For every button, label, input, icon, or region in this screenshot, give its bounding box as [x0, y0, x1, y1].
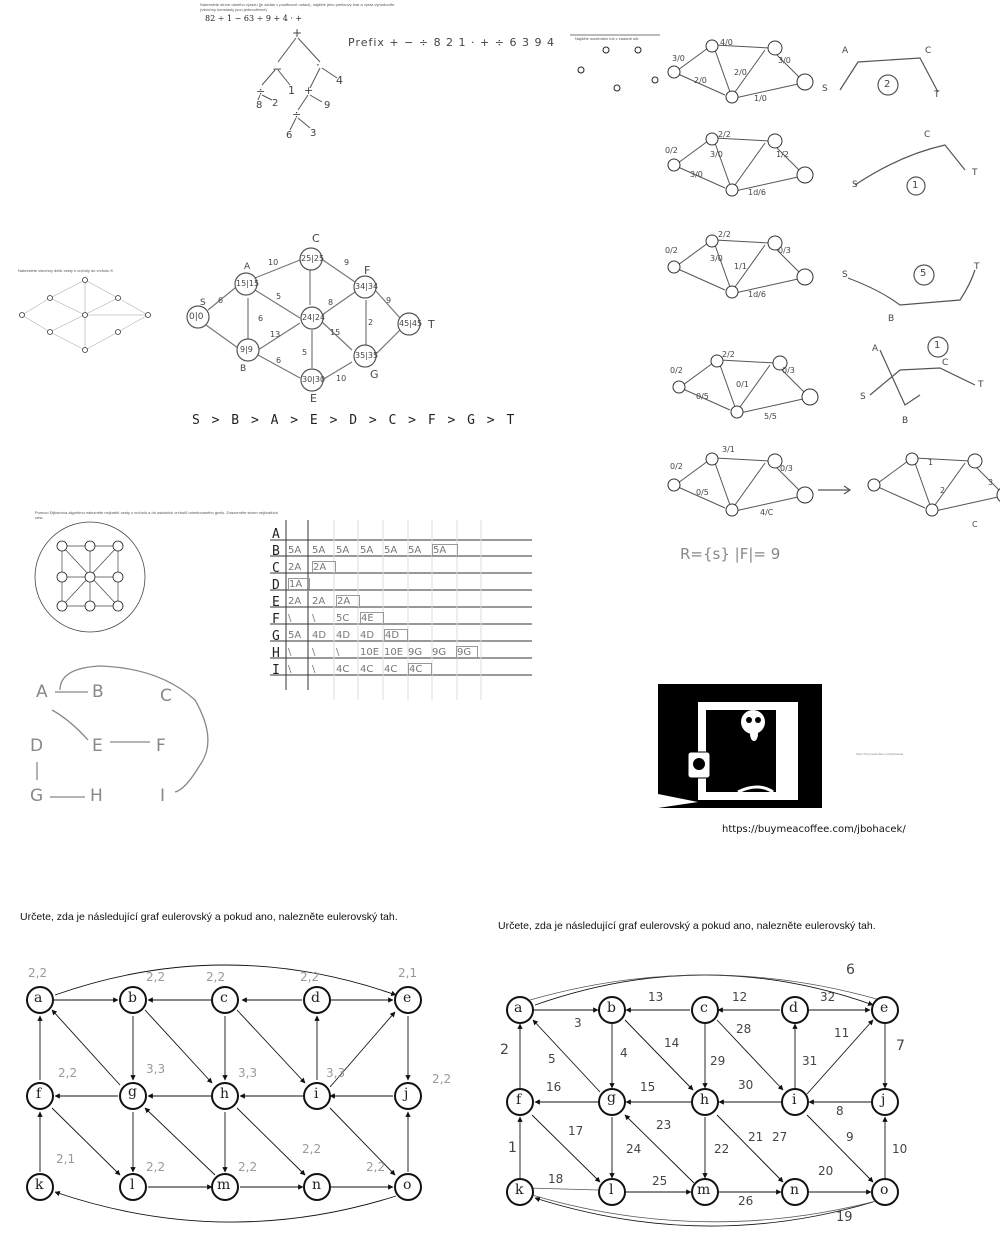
edge-order: 25 [652, 1174, 668, 1188]
edge-order: 15 [640, 1080, 656, 1094]
flow-label: 2/2 [718, 130, 731, 139]
path-label: S [860, 392, 866, 402]
path-label: C [925, 46, 932, 56]
node-j: j [404, 1086, 409, 1102]
bottleneck-value: 5 [920, 268, 927, 279]
tree-node-root: + [292, 26, 303, 40]
cell-final: 5A [432, 544, 458, 557]
flow-label: 1d/6 [748, 290, 766, 299]
cell: \ [288, 664, 292, 675]
node-j: j [881, 1092, 886, 1108]
cell: \ [312, 664, 316, 675]
degree-label: 2,2 [432, 1072, 452, 1086]
node-value-s: 0|0 [189, 312, 204, 322]
degree-label: 2,2 [146, 1160, 166, 1174]
tree-vertex: F [156, 736, 166, 756]
cell-final: 4D [384, 629, 408, 642]
edge-order: 12 [732, 990, 748, 1004]
edge-weight: 5 [276, 292, 282, 301]
final-flow-label: 3 [988, 478, 994, 487]
degree-label: 2,1 [56, 1152, 76, 1166]
flow-label: 3/0 [690, 170, 703, 179]
flow-label: 0/2 [665, 246, 678, 255]
path-label: S [842, 270, 848, 280]
cell-final: 1A [288, 578, 310, 591]
expression-task-caption: Nakreslete strom daného výrazu (je zadán v postfixové notaci), najděte jeho prefixový tvar a výraz vyhodnoťte (všechny konstanty jsou jednociferné) [200, 2, 395, 12]
cell: 5A [408, 545, 422, 556]
bottleneck-value: 1 [912, 180, 919, 191]
path-label: C [924, 130, 931, 140]
edge-order: 9 [846, 1130, 854, 1144]
row-vertex: A [272, 527, 280, 542]
tree-vertex: C [160, 686, 172, 706]
edge-order: 30 [738, 1078, 754, 1092]
tree-node: ÷ [292, 108, 302, 121]
bottleneck-value: 2 [884, 79, 891, 90]
cell: 2A [288, 562, 302, 573]
prefix-answer: Prefix + − ÷ 8 2 1 · + ÷ 6 3 9 4 [348, 36, 555, 49]
flow-label: 3/0 [710, 254, 723, 263]
cell: 4C [384, 664, 398, 675]
flow-label: 3/0 [778, 56, 791, 65]
final-flow-label: C [972, 520, 978, 529]
edge-weight: 10 [268, 258, 279, 267]
node-h: h [220, 1086, 230, 1102]
node-a: a [514, 1000, 523, 1016]
edge-order: 21 [748, 1130, 764, 1144]
cell: 5A [288, 630, 302, 641]
row-vertex: G [272, 629, 280, 644]
node-e: e [403, 990, 412, 1006]
row-vertex: D [272, 578, 280, 593]
longest-path-caption: Nakreslete všechny delší cesty s vrcholy do vrcholu K [18, 268, 114, 273]
edge-weight: 8 [328, 298, 334, 307]
edge-order: 19 [836, 1210, 853, 1225]
row-vertex: B [272, 544, 280, 559]
row-vertex: I [272, 663, 280, 678]
edge-order: 3 [574, 1016, 582, 1030]
node-name-f: F [364, 264, 371, 277]
tree-node: 8 [256, 100, 263, 111]
degree-label: 2,2 [300, 970, 320, 984]
edge-order: 8 [836, 1104, 844, 1118]
edge-order: 16 [546, 1080, 562, 1094]
edge-order: 7 [896, 1038, 905, 1054]
node-f: f [36, 1086, 42, 1102]
degree-label: 2,2 [206, 970, 226, 984]
flow-label: 3/0 [672, 54, 685, 63]
flow-label: 0/5 [696, 488, 709, 497]
cell-final: 4C [408, 663, 432, 676]
cell: 5A [312, 545, 326, 556]
euler-right-title: Určete, zda je následující graf eulerovský a pokud ano, nalezněte eulerovský tah. [498, 920, 876, 932]
node-c: c [220, 990, 228, 1006]
cell: 5A [288, 545, 302, 556]
edge-order: 13 [648, 990, 664, 1004]
cell-final: 2A [312, 561, 336, 574]
node-e: e [880, 1000, 889, 1016]
path-label: B [888, 314, 895, 324]
cell: \ [312, 613, 316, 624]
node-name-g: G [370, 368, 379, 381]
edge-order: 24 [626, 1142, 642, 1156]
coffee-small-link[interactable]: https://buymeacoffee.com/jbohacek [856, 752, 904, 756]
max-flow-result: R={s} |F|= 9 [680, 545, 781, 563]
node-l: l [130, 1177, 135, 1193]
cell: \ [288, 613, 292, 624]
cell: 10E [360, 647, 380, 658]
flow-label: 1/2 [776, 150, 789, 159]
edge-order: 10 [892, 1142, 908, 1156]
path-label: T [934, 90, 940, 100]
node-value-f: 34|34 [355, 282, 379, 291]
flow-label: 4/C [760, 508, 774, 517]
path-label: A [842, 46, 849, 56]
flow-label: 0/3 [780, 464, 793, 473]
cell: 9G [408, 647, 423, 658]
edge-order: 23 [656, 1118, 672, 1132]
node-value-a: 15|15 [236, 279, 260, 288]
node-n: n [790, 1182, 800, 1198]
tree-node: 3 [310, 128, 317, 139]
flow-label: 1/0 [754, 94, 767, 103]
edge-order: 26 [738, 1194, 754, 1208]
flow-label: 0/2 [670, 366, 683, 375]
degree-label: 3,3 [238, 1066, 258, 1080]
edge-order: 22 [714, 1142, 730, 1156]
tree-vertex: H [90, 786, 103, 806]
node-value-g: 35|35 [355, 351, 379, 360]
tree-node: ÷ [256, 85, 266, 98]
node-value-e: 30|30 [302, 375, 326, 384]
tree-node: 2 [272, 98, 279, 109]
edge-weight: 15 [330, 328, 341, 337]
bottleneck-value: 1 [934, 340, 941, 351]
flow-label: 0/2 [670, 462, 683, 471]
tree-vertex: G [30, 786, 44, 806]
cell: 4D [312, 630, 327, 641]
flow-label: 5/5 [764, 412, 777, 421]
euler-left-title: Určete, zda je následující graf eulerovský a pokud ano, nalezněte eulerovský tah. [20, 911, 398, 923]
flow-label: 0/2 [665, 146, 678, 155]
flow-label: 3/1 [722, 445, 735, 454]
flow-label: 1d/6 [748, 188, 766, 197]
final-flow-label: 1 [928, 458, 934, 467]
edge-order: 31 [802, 1054, 818, 1068]
degree-label: 2,2 [58, 1066, 78, 1080]
path-label: B [902, 416, 909, 426]
row-vertex: H [272, 646, 280, 661]
edge-order: 5 [548, 1052, 556, 1066]
node-f: f [516, 1092, 522, 1108]
edge-order: 29 [710, 1054, 726, 1068]
row-vertex: C [272, 561, 280, 576]
path-label: T [974, 262, 980, 272]
flow-label: 2/0 [734, 68, 747, 77]
edge-weight: 6 [276, 356, 282, 365]
edge-weight: 2 [368, 318, 374, 327]
cell: 5A [360, 545, 374, 556]
node-g: g [607, 1090, 616, 1106]
cell: 9G [432, 647, 447, 658]
edge-order: 2 [500, 1042, 509, 1058]
topological-order: S > B > A > E > D > C > F > G > T [192, 413, 517, 428]
tree-node: + [304, 84, 314, 97]
edge-order: 20 [818, 1164, 834, 1178]
flow-task-caption: Najděte maximální tok v zadané síti. [575, 36, 640, 41]
edge-order: 4 [620, 1046, 628, 1060]
node-h: h [700, 1092, 710, 1108]
cell: 5A [336, 545, 350, 556]
node-m: m [217, 1177, 231, 1193]
cell: 4D [360, 630, 375, 641]
node-i: i [314, 1086, 319, 1102]
tree-node: − [272, 62, 283, 76]
flow-label: 2/2 [722, 350, 735, 359]
node-name-b: B [240, 364, 247, 374]
node-k: k [515, 1182, 524, 1198]
tree-node: 1 [288, 84, 295, 97]
edge-weight: 6 [258, 314, 264, 323]
degree-label: 2,1 [398, 966, 418, 980]
flow-label: 0/5 [696, 392, 709, 401]
dijkstra-caption: Pomocí Dijkstrova algoritmu nalezněte nejkratší cesty z vrcholu a do ostatních vrcholů orientovaného grafu. Znázorněte strom nejkratších cest. [35, 510, 279, 520]
node-value-c: 25|25 [301, 254, 325, 263]
cell: 2A [288, 596, 302, 607]
node-name-a: A [244, 262, 251, 272]
edge-weight: 13 [270, 330, 281, 339]
node-d: d [311, 990, 320, 1006]
node-name-e: E [310, 392, 317, 405]
cell: 4C [360, 664, 374, 675]
flow-label: 1/1 [734, 262, 747, 271]
cell: 4D [336, 630, 351, 641]
cell: \ [312, 647, 316, 658]
edge-weight: 10 [336, 374, 347, 383]
path-label: S [852, 180, 858, 190]
cell-final: 2A [336, 595, 360, 608]
node-i: i [792, 1092, 797, 1108]
tree-node: 9 [324, 100, 331, 111]
degree-label: 2,2 [28, 966, 48, 980]
row-vertex: F [272, 612, 280, 627]
expression-text: 82 ÷ 1 − 63 ÷ 9 + 4 · + [205, 14, 303, 23]
degree-label: 2,2 [302, 1142, 322, 1156]
row-vertex: E [272, 595, 280, 610]
node-g: g [128, 1084, 137, 1100]
node-name-t: T [428, 318, 435, 331]
cell-final: 9G [456, 646, 478, 659]
cell: 4C [336, 664, 350, 675]
edge-weight: 5 [302, 348, 308, 357]
flow-label: 2/2 [718, 230, 731, 239]
cell: \ [288, 647, 292, 658]
node-m: m [697, 1182, 711, 1198]
edge-order: 18 [548, 1172, 564, 1186]
node-o: o [403, 1177, 412, 1193]
flow-label: 0/3 [782, 366, 795, 375]
cell-final: 4E [360, 612, 384, 625]
cell: 10E [384, 647, 404, 658]
flow-label: 0/3 [778, 246, 791, 255]
node-c: c [700, 1000, 708, 1016]
edge-weight: 9 [386, 296, 392, 305]
node-name-c: C [312, 232, 320, 245]
path-label: A [872, 344, 879, 354]
tree-vertex: B [92, 682, 104, 702]
final-flow-label: 2 [940, 486, 946, 495]
node-name-s: S [200, 298, 206, 308]
node-l: l [609, 1182, 614, 1198]
node-b: b [607, 1000, 616, 1016]
edge-order: 17 [568, 1124, 584, 1138]
tree-vertex: E [92, 736, 103, 756]
tree-vertex: A [36, 682, 48, 702]
degree-label: 2,2 [146, 970, 166, 984]
tree-node: · [316, 58, 320, 72]
node-a: a [34, 990, 43, 1006]
edge-order: 6 [846, 962, 855, 978]
degree-label: 3,3 [146, 1062, 166, 1076]
edge-weight: 6 [218, 296, 224, 305]
flow-label: 2/0 [694, 76, 707, 85]
edge-order: 32 [820, 990, 836, 1004]
cell: \ [336, 647, 340, 658]
edge-order: 11 [834, 1026, 850, 1040]
path-label: T [972, 168, 978, 178]
cell: 2A [312, 596, 326, 607]
node-d: d [789, 1000, 798, 1016]
edge-order: 27 [772, 1130, 788, 1144]
node-k: k [35, 1177, 44, 1193]
flow-label: 4/0 [720, 38, 733, 47]
node-value-t: 45|45 [399, 319, 423, 328]
node-b: b [128, 990, 137, 1006]
cell: 5A [384, 545, 398, 556]
node-value-b: 9|9 [240, 345, 253, 354]
tree-node: 6 [286, 130, 293, 141]
edge-weight: 9 [344, 258, 350, 267]
flow-label: 3/0 [710, 150, 723, 159]
edge-order: 1 [508, 1140, 517, 1156]
edge-order: 14 [664, 1036, 680, 1050]
tree-vertex: I [160, 786, 166, 806]
degree-label: 2,2 [366, 1160, 386, 1174]
path-label: T [978, 380, 984, 390]
degree-label: 2,2 [238, 1160, 258, 1174]
path-label: S [822, 84, 828, 94]
degree-label: 3,3 [326, 1066, 346, 1080]
node-n: n [312, 1177, 322, 1193]
edge-order: 28 [736, 1022, 752, 1036]
node-value-d: 24|24 [302, 313, 326, 322]
flow-label: 0/1 [736, 380, 749, 389]
path-label: C [942, 358, 949, 368]
cell: 5C [336, 613, 350, 624]
tree-node: 4 [336, 74, 343, 87]
node-o: o [880, 1182, 889, 1198]
coffee-link[interactable]: https://buymeacoffee.com/jbohacek/ [722, 824, 906, 835]
tree-vertex: D [30, 736, 44, 756]
